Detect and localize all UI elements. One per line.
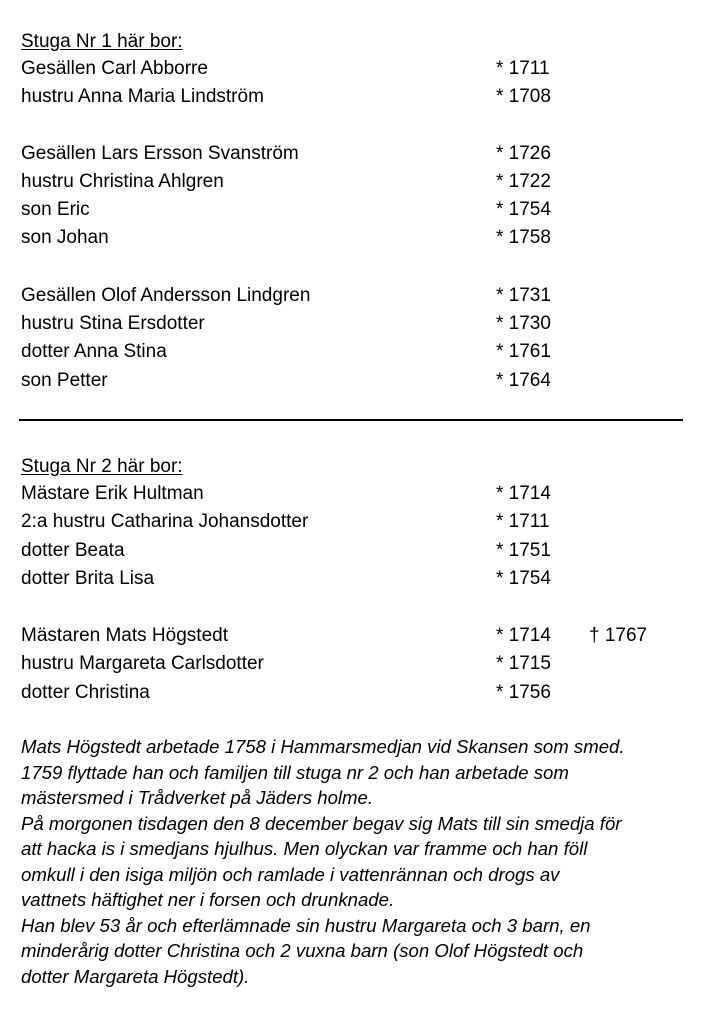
birth-year: * 1758 [496, 227, 551, 248]
stuga-1-heading: Stuga Nr 1 här bor: [21, 31, 183, 52]
birth-year: * 1711 [496, 511, 550, 532]
birth-year: * 1715 [496, 653, 551, 674]
birth-year: * 1761 [496, 341, 551, 362]
resident-row [21, 170, 681, 194]
resident-row [21, 482, 681, 506]
note-line: omkull i den isiga miljön och ramlade i vattenrännan och drogs av [21, 863, 560, 885]
resident-name: 2:a hustru Catharina Johansdotter [21, 511, 309, 532]
resident-row [21, 539, 681, 563]
note-line: På morgonen tisdagen den 8 december begav sig Mats till sin smedja för [21, 812, 622, 834]
resident-name: hustru Christina Ahlgren [21, 171, 224, 192]
resident-row [21, 198, 681, 222]
birth-year: * 1756 [496, 682, 551, 703]
resident-row [21, 652, 681, 676]
narrative-note [21, 734, 701, 989]
stuga-2-heading: Stuga Nr 2 här bor: [21, 456, 183, 477]
birth-year: * 1754 [496, 199, 551, 220]
note-line: 1759 flyttade han och familjen till stuga nr 2 och han arbetade som [21, 761, 569, 783]
resident-row [21, 681, 681, 705]
birth-year: * 1708 [496, 86, 551, 107]
resident-name: son Petter [21, 370, 108, 391]
resident-row [21, 85, 681, 109]
note-line: dotter Margareta Högstedt). [21, 965, 250, 987]
birth-year: * 1730 [496, 313, 551, 334]
resident-row [21, 142, 681, 166]
resident-row [21, 510, 681, 534]
section-divider [19, 419, 683, 421]
birth-year: * 1714 [496, 483, 551, 504]
resident-row [21, 312, 681, 336]
resident-row [21, 567, 681, 591]
note-line: vattnets häftighet ner i forsen och drunknade. [21, 889, 395, 910]
resident-row [21, 226, 681, 250]
resident-name: hustru Margareta Carlsdotter [21, 653, 264, 674]
resident-row [21, 340, 681, 364]
resident-name: hustru Anna Maria Lindström [21, 86, 264, 107]
resident-name: Gesällen Carl Abborre [21, 58, 208, 79]
resident-row [21, 284, 681, 308]
resident-row [21, 57, 681, 81]
birth-year: * 1726 [496, 143, 551, 164]
birth-year: * 1711 [496, 58, 550, 79]
resident-name: hustru Stina Ersdotter [21, 313, 205, 334]
death-year: † 1767 [589, 625, 648, 646]
resident-name: son Eric [21, 199, 90, 220]
note-line: Han blev 53 år och efterlämnade sin hustru Margareta och 3 barn, en [21, 914, 591, 936]
note-line: Mats Högstedt arbetade 1758 i Hammarsmedjan vid Skansen som smed. [21, 736, 625, 757]
resident-name: dotter Anna Stina [21, 341, 167, 362]
birth-year: * 1731 [496, 285, 551, 306]
birth-year: * 1722 [496, 171, 551, 192]
birth-year: * 1754 [496, 568, 551, 589]
note-line: minderårig dotter Christina och 2 vuxna barn (son Olof Högstedt och [21, 940, 584, 961]
birth-year: * 1764 [496, 370, 551, 391]
resident-name: Gesällen Lars Ersson Svanström [21, 143, 299, 164]
resident-name: son Johan [21, 227, 109, 248]
resident-name: dotter Brita Lisa [21, 568, 155, 589]
resident-name: dotter Beata [21, 540, 125, 561]
note-line: mästersmed i Trådverket på Jäders holme. [21, 787, 374, 808]
birth-year: * 1751 [496, 540, 551, 561]
resident-name: Gesällen Olof Andersson Lindgren [21, 285, 311, 306]
resident-name: dotter Christina [21, 682, 150, 703]
note-line: att hacka is i smedjans hjulhus. Men olyckan var framme och han föll [21, 838, 588, 859]
resident-row [21, 624, 681, 648]
resident-row [21, 369, 681, 393]
birth-year: * 1714 [496, 625, 551, 646]
resident-name: Mästaren Mats Högstedt [21, 625, 228, 646]
resident-name: Mästare Erik Hultman [21, 483, 204, 504]
